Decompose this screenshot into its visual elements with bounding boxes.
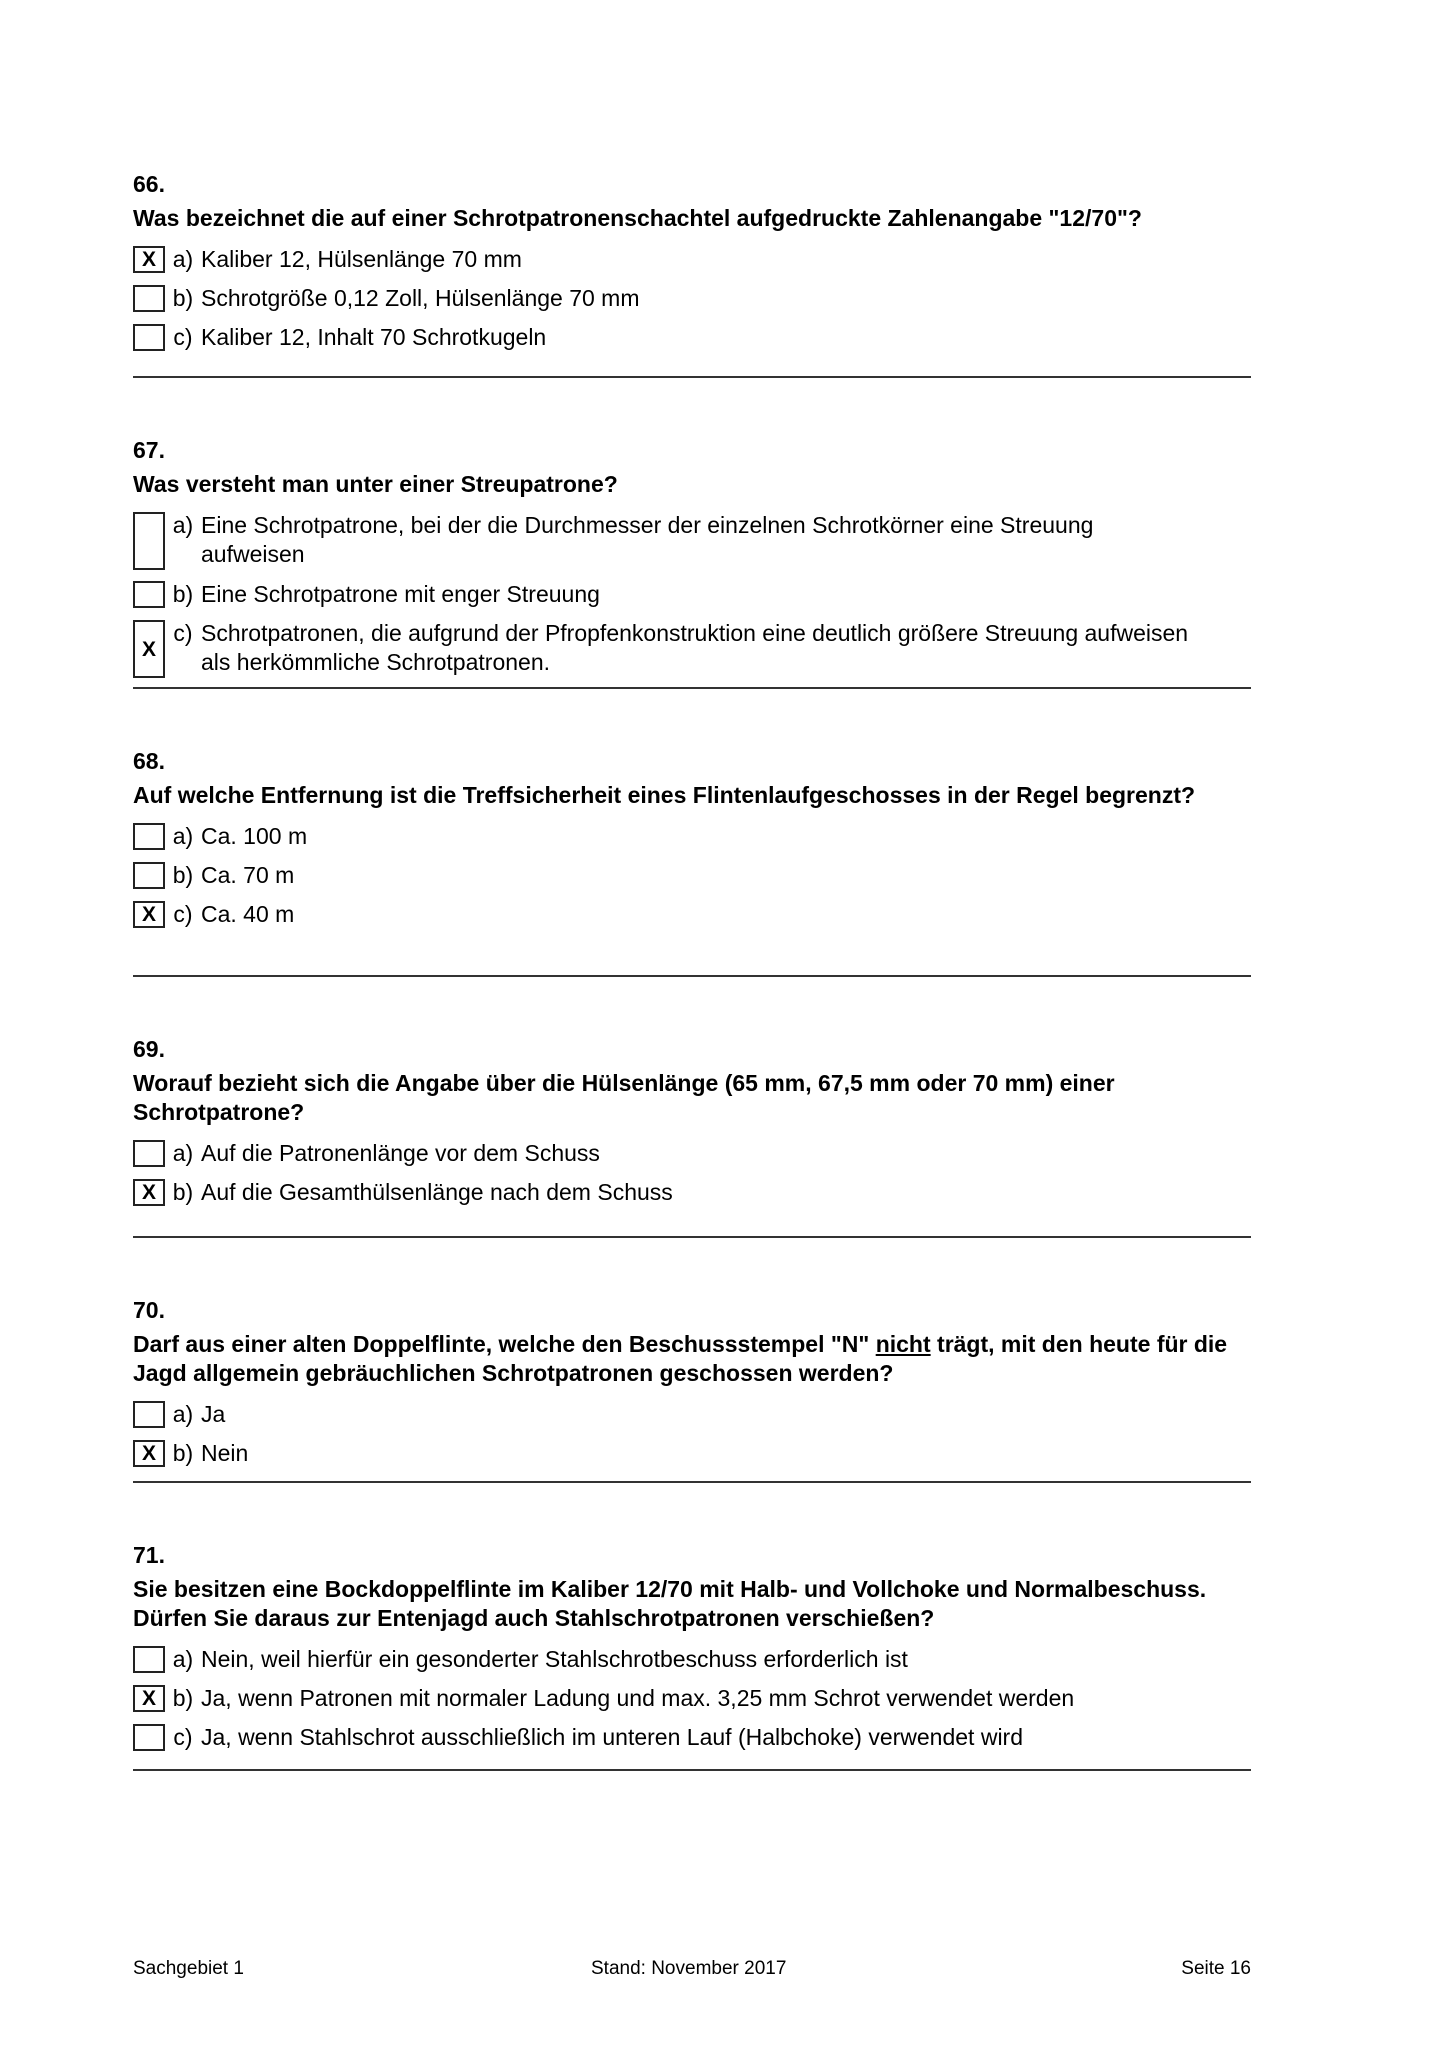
answer-checkbox[interactable] [133, 285, 165, 312]
footer-page-number: Seite 16 [1181, 1958, 1251, 1979]
answer-text: Ca. 40 m [201, 901, 295, 927]
answer-text: Ca. 70 m [201, 862, 295, 888]
answer-letter: a) [172, 1140, 194, 1166]
answer-letter: a) [172, 246, 194, 272]
answer-text: Ja, wenn Stahlschrot ausschließlich im unteren Lauf (Halbchoke) verwendet wird [201, 1724, 1024, 1750]
answer-text: Kaliber 12, Inhalt 70 Schrotkugeln [201, 324, 547, 350]
answer-checkbox[interactable] [133, 823, 165, 850]
answer-letter: c) [173, 1724, 193, 1750]
answer-option[interactable] [133, 245, 1251, 274]
answer-list [133, 822, 1251, 929]
answer-letter: b) [172, 285, 194, 311]
answer-text: Schrotgröße 0,12 Zoll, Hülsenlänge 70 mm [201, 285, 640, 311]
question-68 [133, 747, 1251, 977]
answer-checkbox[interactable] [133, 862, 165, 889]
answer-checkbox[interactable] [133, 1724, 165, 1751]
question-67 [133, 436, 1251, 689]
answer-checkbox[interactable]: X [133, 620, 165, 678]
question-text: Sie besitzen eine Bockdoppelflinte im Kaliber 12/70 mit Halb- und Vollchoke und Normalbeschuss. Dürfen Sie daraus zur Entenjagd auch Stahlschrotpatronen verschießen? [133, 1576, 1207, 1631]
answer-checkbox[interactable]: X [133, 1685, 165, 1712]
answer-text: Auf die Patronenlänge vor dem Schuss [201, 1140, 600, 1166]
answer-checkbox[interactable]: X [133, 246, 165, 273]
question-text [133, 1330, 1251, 1388]
answer-option[interactable] [133, 619, 1251, 678]
answer-checkbox[interactable]: X [133, 1179, 165, 1206]
answer-option[interactable] [133, 511, 1251, 570]
answer-text: Ca. 100 m [201, 823, 308, 849]
answer-option[interactable] [133, 900, 1251, 929]
answer-checkbox[interactable] [133, 1646, 165, 1673]
answer-option[interactable] [133, 1645, 1251, 1674]
answer-list [133, 511, 1251, 678]
answer-letter: c) [173, 324, 193, 350]
answer-list [133, 1400, 1251, 1468]
question-text: Was bezeichnet die auf einer Schrotpatronenschachtel aufgedruckte Zahlenangabe "12/70"? [133, 205, 1142, 231]
question-text: Was versteht man unter einer Streupatrone? [133, 471, 618, 497]
answer-text: Auf die Gesamthülsenlänge nach dem Schuss [201, 1179, 673, 1205]
question-66 [133, 170, 1251, 378]
question-number: 71. [133, 1542, 165, 1568]
answer-text: Eine Schrotpatrone, bei der die Durchmesser der einzelnen Schrotkörner eine Streuung aufweisen [201, 512, 1094, 567]
question-number: 67. [133, 437, 165, 463]
question-text: Worauf bezieht sich die Angabe über die Hülsenlänge (65 mm, 67,5 mm oder 70 mm) einer Schrotpatrone? [133, 1070, 1115, 1125]
answer-letter: c) [173, 901, 193, 927]
answer-checkbox[interactable] [133, 1140, 165, 1167]
answer-option[interactable] [133, 1139, 1251, 1168]
answer-checkbox[interactable] [133, 512, 165, 570]
answer-text: Nein [201, 1440, 249, 1466]
answer-checkbox[interactable]: X [133, 1440, 165, 1467]
question-number: 68. [133, 748, 165, 774]
question-69 [133, 1035, 1251, 1238]
answer-list [133, 245, 1251, 352]
answer-option[interactable] [133, 1178, 1251, 1207]
answer-letter: b) [172, 1685, 194, 1711]
answer-letter: b) [172, 581, 194, 607]
answer-option[interactable] [133, 1723, 1251, 1752]
answer-text: Ja, wenn Patronen mit normaler Ladung und max. 3,25 mm Schrot verwendet werden [201, 1685, 1075, 1711]
footer-section: Sachgebiet 1 [133, 1958, 244, 1979]
answer-list [133, 1645, 1251, 1752]
answer-text: Kaliber 12, Hülsenlänge 70 mm [201, 246, 522, 272]
question-number: 69. [133, 1036, 165, 1062]
answer-letter: a) [172, 512, 194, 538]
question-text: Auf welche Entfernung ist die Treffsicherheit eines Flintenlaufgeschosses in der Regel begrenzt? [133, 782, 1196, 808]
answer-letter: a) [172, 1646, 194, 1672]
answer-text: Nein, weil hierfür ein gesonderter Stahlschrotbeschuss erforderlich ist [201, 1646, 908, 1672]
footer-date: Stand: November 2017 [591, 1958, 787, 1979]
answer-option[interactable] [133, 1439, 1251, 1468]
answer-option[interactable] [133, 861, 1251, 890]
answer-option[interactable] [133, 323, 1251, 352]
question-number: 66. [133, 171, 165, 197]
answer-option[interactable] [133, 1400, 1251, 1429]
answer-checkbox[interactable] [133, 581, 165, 608]
question-text-part: trägt, mit den heute für die Jagd allgemein gebräuchlichen Schrotpatronen geschossen werden? [133, 1331, 1228, 1386]
question-70 [133, 1296, 1251, 1483]
question-71 [133, 1541, 1251, 1771]
question-list [133, 170, 1251, 1771]
answer-letter: b) [172, 1440, 194, 1466]
answer-option[interactable] [133, 580, 1251, 609]
answer-checkbox[interactable] [133, 1401, 165, 1428]
answer-text: Eine Schrotpatrone mit enger Streuung [201, 581, 600, 607]
answer-option[interactable] [133, 1684, 1251, 1713]
answer-letter: b) [172, 1179, 194, 1205]
answer-text: Schrotpatronen, die aufgrund der Pfropfenkonstruktion eine deutlich größere Streuung aufweisen als herkömmliche Schrotpatronen. [201, 620, 1189, 675]
answer-option[interactable] [133, 284, 1251, 313]
answer-checkbox[interactable] [133, 324, 165, 351]
question-text-part: Darf aus einer alten Doppelflinte, welche den Beschussstempel "N" [133, 1331, 876, 1357]
question-text-emphasis: nicht [875, 1331, 931, 1357]
question-number: 70. [133, 1297, 165, 1323]
answer-letter: b) [172, 862, 194, 888]
answer-letter: c) [173, 620, 193, 646]
answer-list [133, 1139, 1251, 1207]
answer-letter: a) [172, 823, 194, 849]
answer-text: Ja [201, 1401, 226, 1427]
answer-checkbox[interactable]: X [133, 901, 165, 928]
answer-letter: a) [172, 1401, 194, 1427]
answer-option[interactable] [133, 822, 1251, 851]
